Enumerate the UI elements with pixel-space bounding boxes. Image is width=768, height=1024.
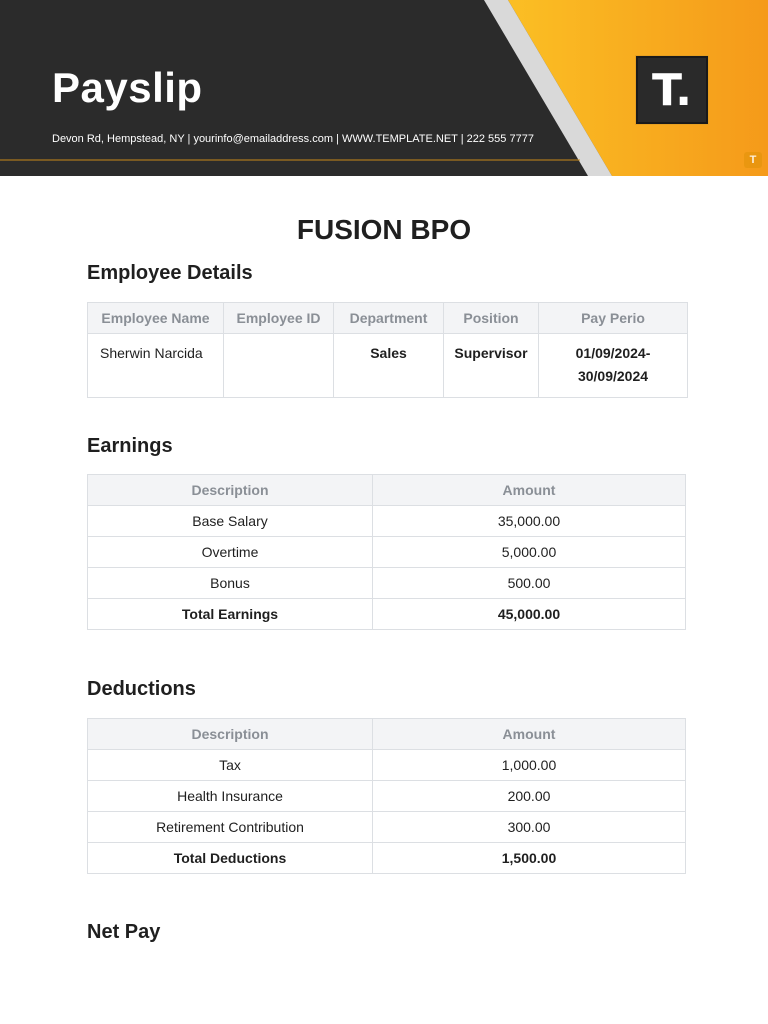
earning-description: Base Salary <box>88 506 373 537</box>
employee-details-table <box>87 302 688 398</box>
logo-letter: T. <box>651 64 693 116</box>
position: Supervisor <box>444 334 539 398</box>
table-header-row <box>88 475 686 506</box>
deduction-description: Tax <box>88 750 373 781</box>
deduction-description: Retirement Contribution <box>88 812 373 843</box>
table-row <box>88 568 686 599</box>
column-header: Amount <box>373 719 686 750</box>
total-earnings-label: Total Earnings <box>88 599 373 630</box>
column-header: Employee ID <box>224 303 334 334</box>
table-row <box>88 506 686 537</box>
deduction-amount: 1,000.00 <box>373 750 686 781</box>
earnings-heading: Earnings <box>87 435 173 457</box>
logo <box>636 56 708 124</box>
total-earnings-amount: 45,000.00 <box>373 599 686 630</box>
department: Sales <box>334 334 444 398</box>
company-name: FUSION BPO <box>296 214 472 245</box>
earning-description: Overtime <box>88 537 373 568</box>
total-row <box>88 843 686 874</box>
pay-period <box>539 334 688 398</box>
table-header-row <box>88 303 688 334</box>
employee-details-heading: Employee Details <box>87 262 253 284</box>
deduction-amount: 300.00 <box>373 812 686 843</box>
deduction-amount: 200.00 <box>373 781 686 812</box>
net-pay-heading: Net Pay <box>87 921 161 943</box>
table-row <box>88 750 686 781</box>
table-row <box>88 537 686 568</box>
earning-amount: 500.00 <box>373 568 686 599</box>
column-header: Amount <box>373 475 686 506</box>
page-title: Payslip <box>52 64 203 111</box>
column-header: Description <box>88 719 373 750</box>
deductions-heading: Deductions <box>87 678 196 700</box>
table-row <box>88 334 688 398</box>
deductions-table <box>87 718 686 874</box>
template-badge-icon: T <box>744 152 762 168</box>
total-deductions-label: Total Deductions <box>88 843 373 874</box>
total-row <box>88 599 686 630</box>
column-header: Employee Name <box>88 303 224 334</box>
table-row <box>88 781 686 812</box>
earning-amount: 5,000.00 <box>373 537 686 568</box>
earning-description: Bonus <box>88 568 373 599</box>
column-header: Pay Perio <box>539 303 688 334</box>
column-header: Department <box>334 303 444 334</box>
earnings-table <box>87 474 686 630</box>
pay-period-start: 01/09/2024- <box>575 345 651 361</box>
header-banner <box>0 0 768 176</box>
table-header-row <box>88 719 686 750</box>
employee-id <box>224 334 334 398</box>
column-header: Position <box>444 303 539 334</box>
contact-info: Devon Rd, Hempstead, NY | yourinfo@emailaddress.com | WWW.TEMPLATE.NET | 222 555 7777 <box>52 133 534 145</box>
pay-period-end: 30/09/2024 <box>577 368 649 384</box>
earning-amount: 35,000.00 <box>373 506 686 537</box>
employee-name: Sherwin Narcida <box>88 334 224 398</box>
column-header: Description <box>88 475 373 506</box>
table-row <box>88 812 686 843</box>
deduction-description: Health Insurance <box>88 781 373 812</box>
total-deductions-amount: 1,500.00 <box>373 843 686 874</box>
